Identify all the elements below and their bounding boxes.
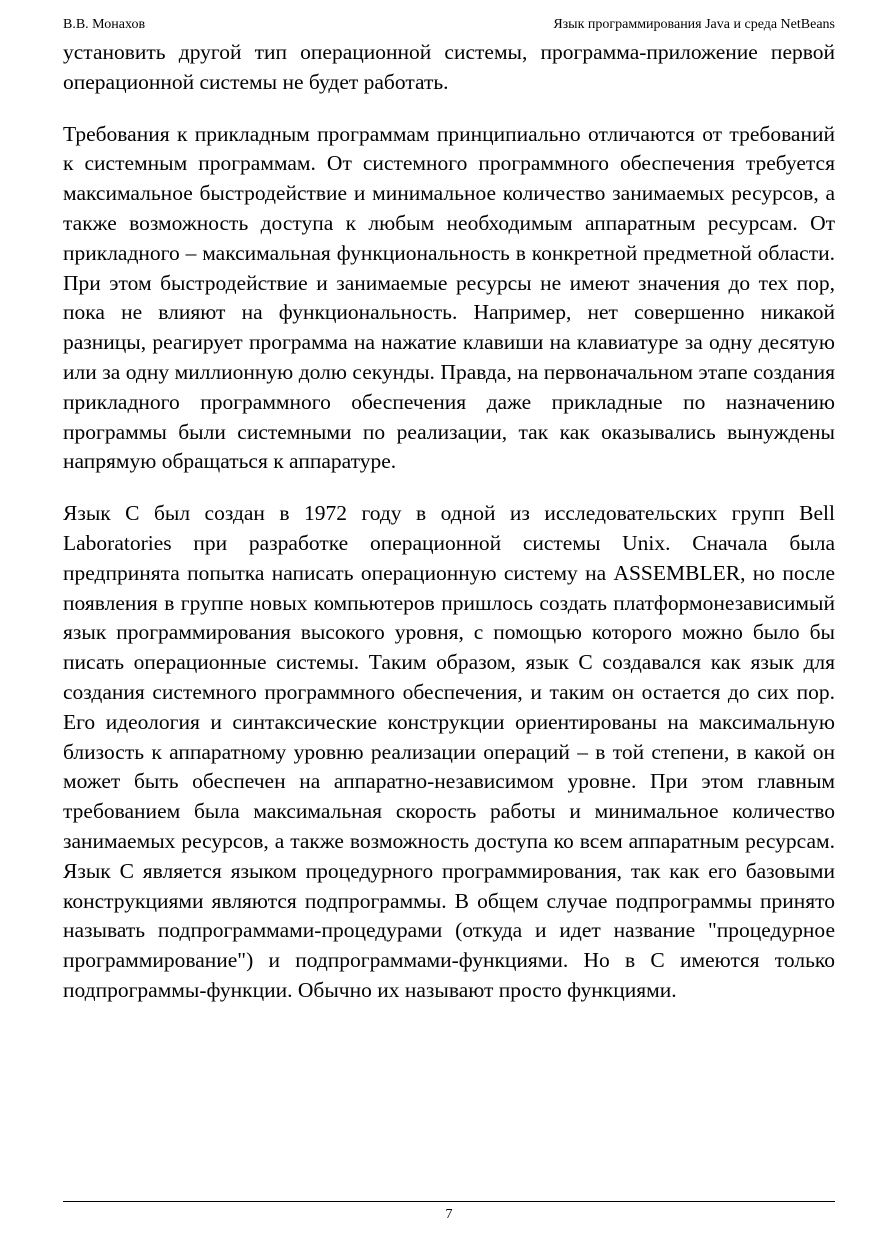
header-book-title: Язык программирования Java и среда NetBeans: [553, 17, 835, 32]
page-number: 7: [445, 1207, 453, 1222]
document-page: [63, 0, 835, 1241]
paragraph-continuation: установить другой тип операционной системы, программа-приложение первой операционной системы не будет работать.: [63, 40, 835, 94]
footer-divider: [63, 1201, 835, 1202]
running-header: [63, 16, 835, 34]
header-author: В.В. Монахов: [63, 17, 146, 32]
body-text: [63, 38, 835, 1028]
paragraph-application-requirements: Требования к прикладным программам принципиально отличаются от требований к системным программам. От системного программного обеспечения требуется максимальное быстродействие и минимальное количество занимаемых ресурсов, а также возможность доступа к любым необходимым аппаратным ресурсам. От прикладного – максимальная функциональность в конкретной предметной области. При этом быстродействие и занимаемые ресурсы не имеют значения до тех пор, пока не влияют на функциональность. Например, нет совершенно никакой разницы, реагирует программа на нажатие клавиши на клавиатуре за одну десятую или за одну миллионную долю секунды. Правда, на первоначальном этапе создания прикладного программного обеспечения даже прикладные по назначению программы были системными по реализации, так как оказывались вынуждены напрямую обращаться к аппаратуре.: [63, 121, 835, 474]
paragraph-c-language-history: Язык C был создан в 1972 году в одной из исследовательских групп Bell Laboratories при разработке операционной системы Unix. Сначала была предпринята попытка написать операционную систему на ASSEMBLER, но после появления в группе новых компьютеров пришлось создать платформонезависимый язык программирования высокого уровня, с помощью которого можно было бы писать операционные системы. Таким образом, язык C создавался как язык для создания системного программного обеспечения, и таким он остается до сих пор. Его идеология и синтаксические конструкции ориентированы на максимальную близость к аппаратному уровню реализации операций – в той степени, в какой он может быть обеспечен на аппаратно-независимом уровне. При этом главным требованием была максимальная скорость работы и минимальное количество занимаемых ресурсов, а также возможность доступа ко всем аппаратным ресурсам. Язык C является языком процедурного программирования, так как его базовыми конструкциями являются подпрограммы. В общем случае подпрограммы принято называть подпрограммами-процедурами (откуда и идет название "процедурное программирование") и подпрограммами-функциями. Но в C имеются только подпрограммы-функции. Обычно их называют просто функциями.: [63, 501, 835, 1002]
